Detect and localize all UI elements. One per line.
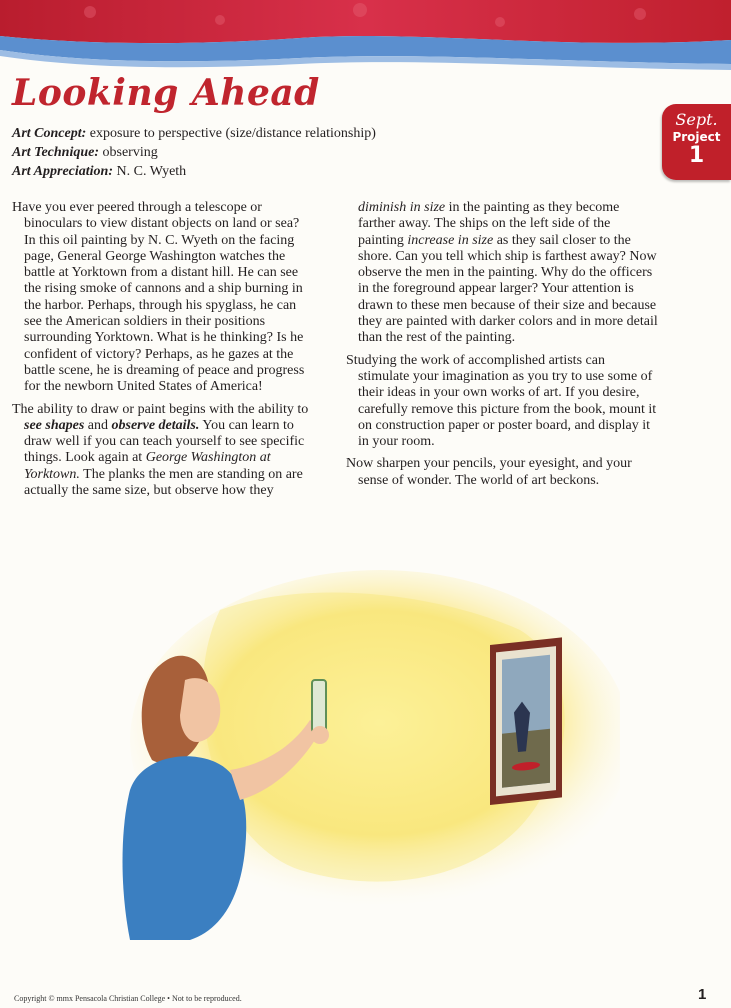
art-meta-list [12, 124, 376, 181]
framed-painting [490, 637, 562, 805]
paragraph: Studying the work of accomplished artists can stimulate your imagination as you try to use some of their ideas in your own works of art. If you desire, carefully remove this picture from the book, mount it on construction paper or poster board, and display it in your room. [346, 352, 657, 450]
meta-art-technique: Art Technique: observing [12, 145, 158, 160]
paragraph: The ability to draw or paint begins with the ability to see shapes and observe details. You can learn to draw well if you can teach yourself to see specific things. Look again at George Washington at Yorktown. The planks the men are standing on are actually the same size, but observe how they [12, 401, 309, 499]
page-title: Looking Ahead [12, 72, 320, 114]
body-column-right [346, 200, 658, 495]
tab-number: 1 [688, 143, 705, 168]
paragraph: Now sharpen your pencils, your eyesight, and your sense of wonder. The world of art beckons. [346, 456, 632, 488]
body-column-left [12, 200, 312, 505]
project-tab [662, 104, 731, 180]
tab-label: Project [672, 130, 721, 144]
meta-art-appreciation: Art Appreciation: N. C. Wyeth [12, 164, 187, 179]
header-banner [0, 0, 731, 80]
paragraph: Have you ever peered through a telescope or binoculars to view distant objects on land or sea? In this oil painting by N. C. Wyeth on the facing page, General George Washington watches the battle at Yorktown from a distant hill. He can see the rising smoke of cannons and a ship burning in the harbor. Perhaps, through his spyglass, he can see the American soldiers in their positions surrounding Yorktown. What is he thinking? Is he confident of victory? Perhaps, as he gazes at the battle scene, he is dreaming of peace and progress for the newborn United States of America! [12, 200, 305, 395]
paragraph: diminish in size in the painting as they become farther away. The ships on the left side of the painting increase in size as they sail closer to the shore. Can you tell which ship is farthest away? Now observe the men in the painting. Why do the officers in the foreground appear larger? Your attention is drawn to these men because of their size and because they are painted with darker colors and in more detail than the rest of the painting. [358, 200, 658, 346]
meta-art-concept: Art Concept: exposure to perspective (size/distance relationship) [12, 126, 376, 141]
illustration-girl-viewing-painting [100, 570, 620, 950]
copyright-footer: Copyright © mmx Pensacola Christian College • Not to be reproduced. [14, 994, 242, 1003]
page-number: 1 [698, 986, 707, 1003]
tab-month: Sept. [675, 110, 718, 129]
